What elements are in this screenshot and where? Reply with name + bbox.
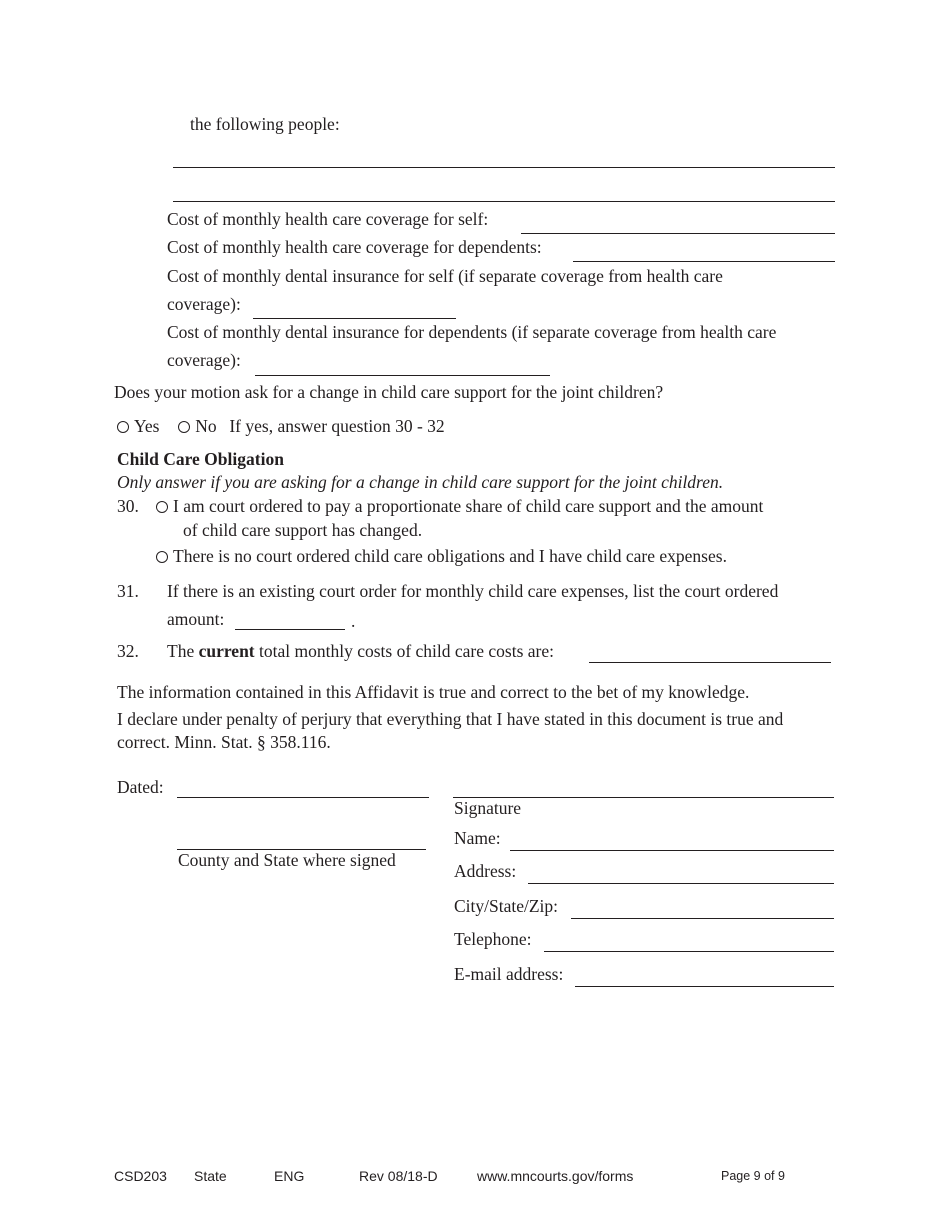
motion-instruction: If yes, answer question 30 - 32: [229, 416, 445, 436]
name-label: Name:: [454, 828, 501, 848]
perjury-statement-cont: correct. Minn. Stat. § 358.116.: [117, 732, 331, 752]
email-field[interactable]: [575, 986, 834, 987]
self-dental-cost-label-cont: coverage):: [167, 294, 241, 314]
self-dental-cost-label: Cost of monthly dental insurance for self (if separate coverage from health care: [167, 266, 723, 286]
q30-option-1: [156, 496, 763, 517]
q30-option-1-radio[interactable]: [156, 501, 168, 513]
email-label: E-mail address:: [454, 964, 564, 984]
q30-option-1-label: I am court ordered to pay a proportionate share of child care support and the amount: [173, 496, 764, 516]
perjury-statement: I declare under penalty of perjury that everything that I have stated in this document is true and: [117, 709, 784, 729]
address-field[interactable]: [528, 883, 834, 884]
self-health-cost-field[interactable]: [521, 233, 835, 234]
city-state-zip-field[interactable]: [571, 918, 834, 919]
footer-state: State: [194, 1168, 227, 1184]
child-care-subheading: Only answer if you are asking for a change in child care support for the joint children.: [117, 472, 724, 492]
yes-radio[interactable]: [117, 421, 129, 433]
dated-field[interactable]: [177, 797, 429, 798]
motion-options: [117, 416, 445, 437]
q32-current-emphasis: current: [198, 641, 255, 661]
dated-label: Dated:: [117, 777, 164, 797]
q31-amount-field[interactable]: [235, 629, 345, 630]
dependents-health-cost-field[interactable]: [573, 261, 835, 262]
footer-form-code: CSD203: [114, 1168, 167, 1184]
address-label: Address:: [454, 861, 517, 881]
no-radio[interactable]: [178, 421, 190, 433]
following-people-label: the following people:: [190, 114, 340, 134]
people-line-2[interactable]: [173, 201, 835, 202]
q32-label: [167, 641, 554, 662]
q31-period: .: [351, 611, 356, 631]
q32-number: 32.: [117, 641, 139, 661]
q30-option-1-label-cont: of child care support has changed.: [183, 520, 423, 540]
no-label: No: [195, 416, 217, 436]
self-dental-cost-field[interactable]: [253, 318, 456, 319]
motion-question: Does your motion ask for a change in child care support for the joint children?: [114, 382, 664, 402]
q30-option-2-radio[interactable]: [156, 551, 168, 563]
signature-label: Signature: [454, 798, 522, 818]
city-state-zip-label: City/State/Zip:: [454, 896, 559, 916]
footer-language: ENG: [274, 1168, 305, 1184]
dep-dental-cost-field[interactable]: [255, 375, 550, 376]
q31-label: If there is an existing court order for monthly child care expenses, list the court ordered: [167, 581, 779, 601]
footer-url: www.mncourts.gov/forms: [477, 1168, 634, 1184]
q30-number: 30.: [117, 496, 139, 516]
q32-cost-field[interactable]: [589, 662, 831, 663]
q31-number: 31.: [117, 581, 139, 601]
affidavit-statement: The information contained in this Affidavit is true and correct to the bet of my knowledge.: [117, 682, 750, 702]
dep-dental-cost-label-cont: coverage):: [167, 350, 241, 370]
telephone-label: Telephone:: [454, 929, 532, 949]
telephone-field[interactable]: [544, 951, 834, 952]
dep-dental-cost-label: Cost of monthly dental insurance for dependents (if separate coverage from health care: [167, 322, 777, 342]
people-line-1[interactable]: [173, 167, 835, 168]
q30-option-2-label: There is no court ordered child care obligations and I have child care expenses.: [173, 546, 727, 566]
q31-amount-label: amount:: [167, 609, 225, 629]
dependents-health-cost-label: Cost of monthly health care coverage for dependents:: [167, 237, 542, 257]
q32-suffix: total monthly costs of child care costs are:: [259, 641, 555, 661]
footer-page-number: Page 9 of 9: [721, 1169, 785, 1183]
yes-label: Yes: [134, 416, 160, 436]
child-care-heading: Child Care Obligation: [117, 449, 284, 469]
self-health-cost-label: Cost of monthly health care coverage for self:: [167, 209, 489, 229]
county-state-label: County and State where signed: [178, 850, 396, 870]
footer-revision: Rev 08/18-D: [359, 1168, 438, 1184]
q32-prefix: The: [167, 641, 195, 661]
name-field[interactable]: [510, 850, 834, 851]
q30-option-2: [156, 546, 727, 567]
